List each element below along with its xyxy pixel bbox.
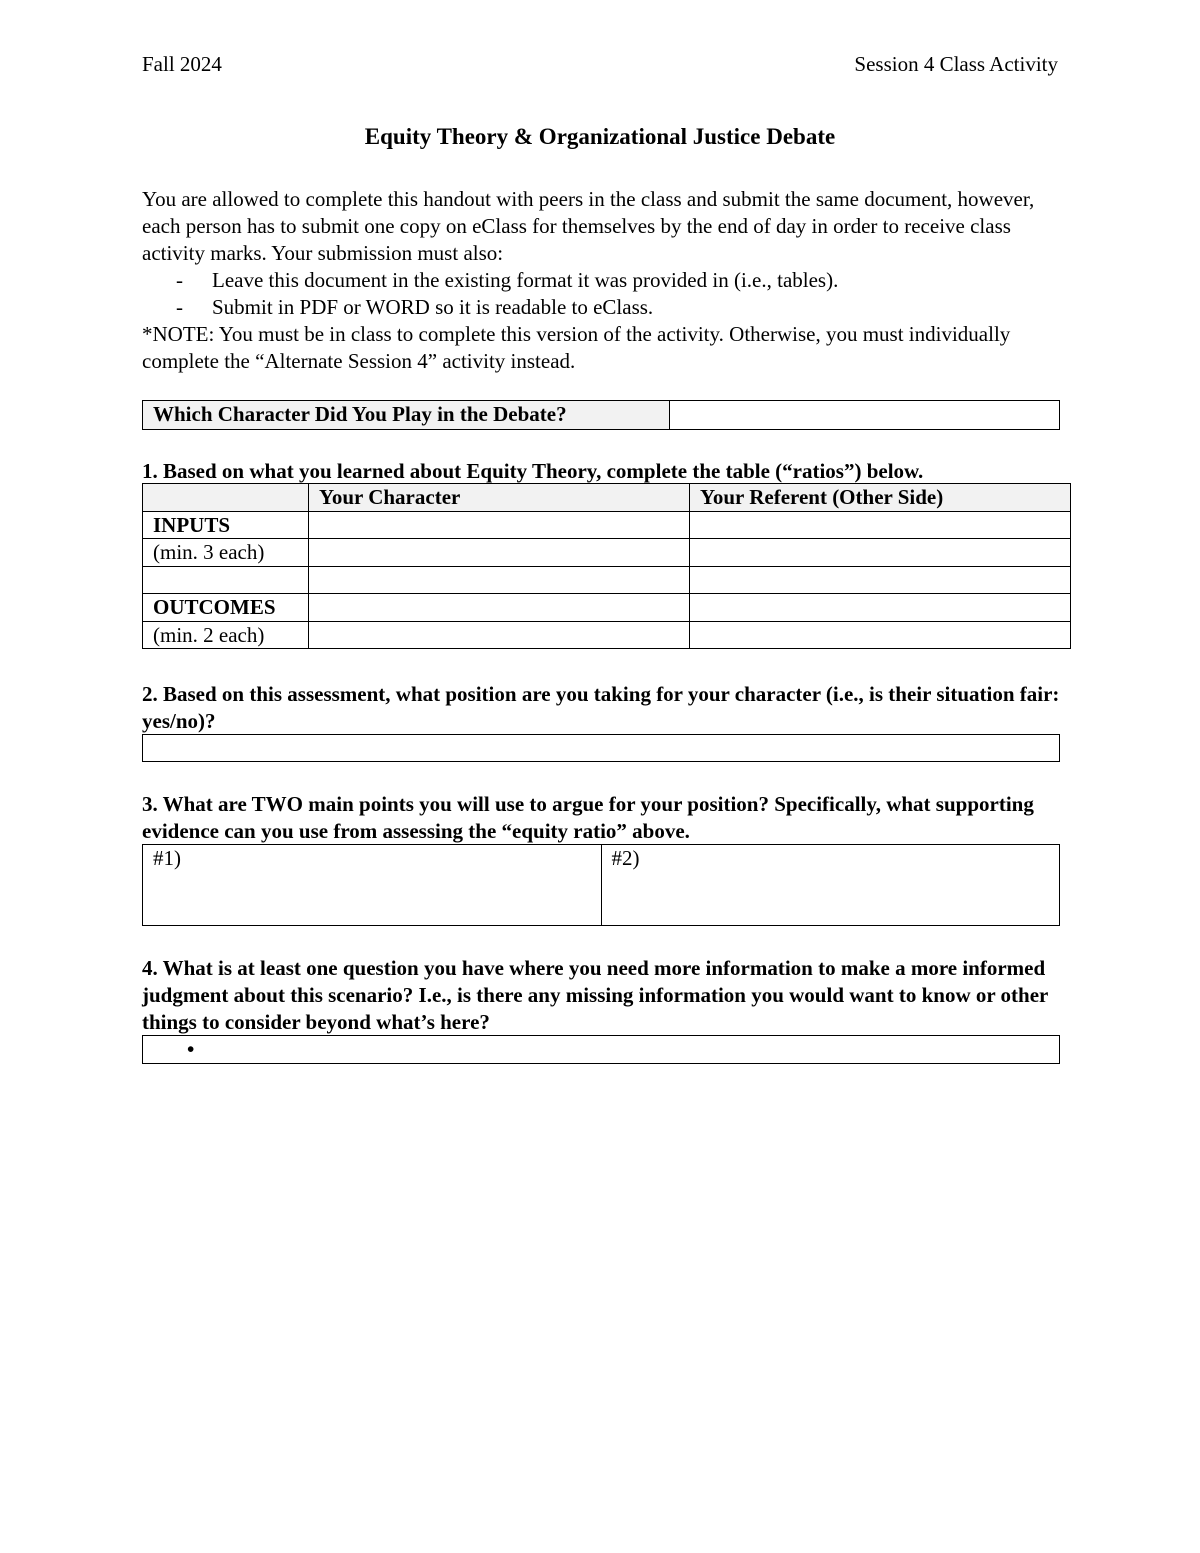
dash-icon: - <box>176 295 183 319</box>
outcomes-sublabel: (min. 2 each) <box>143 621 309 649</box>
input-referent-cell[interactable] <box>690 511 1071 539</box>
table-row <box>143 539 1071 567</box>
question-answer-field[interactable] <box>143 1036 1060 1064</box>
input-character-cell[interactable] <box>309 511 690 539</box>
character-label: Which Character Did You Play in the Debate? <box>143 401 670 430</box>
position-answer-field[interactable] <box>143 735 1060 762</box>
intro-section <box>142 186 1072 375</box>
inputs-label-spacer <box>143 566 309 594</box>
header-your-referent: Your Referent (Other Side) <box>690 484 1071 512</box>
intro-bullet-text: Submit in PDF or WORD so it is readable to eClass. <box>212 295 654 319</box>
intro-bullet-text: Leave this document in the existing format it was provided in (i.e., tables). <box>212 268 839 292</box>
outcomes-label: OUTCOMES <box>143 594 309 622</box>
table-row <box>143 511 1071 539</box>
table-row <box>143 621 1071 649</box>
input-character-cell[interactable] <box>309 566 690 594</box>
outcome-referent-cell[interactable] <box>690 594 1071 622</box>
intro-note: *NOTE: You must be in class to complete this version of the activity. Otherwise, you must individually complete the “Alternate Session 4” activity instead. <box>142 322 1011 373</box>
input-character-cell[interactable] <box>309 539 690 567</box>
main-points-table <box>142 844 1060 926</box>
outcome-character-cell[interactable] <box>309 594 690 622</box>
inputs-label: INPUTS <box>143 511 309 539</box>
point-2-label: #2) <box>611 846 640 870</box>
character-table <box>142 400 1060 430</box>
character-answer-field[interactable] <box>670 401 1060 430</box>
question-table <box>142 1035 1060 1064</box>
input-referent-cell[interactable] <box>690 566 1071 594</box>
header-blank-cell <box>143 484 309 512</box>
table-row <box>143 566 1071 594</box>
input-referent-cell[interactable] <box>690 539 1071 567</box>
outcome-referent-cell[interactable] <box>690 621 1071 649</box>
intro-bullet-item <box>142 294 1072 321</box>
page-title: Equity Theory & Organizational Justice Debate <box>364 124 836 149</box>
question-4: 4. What is at least one question you have where you need more information to make a more informed judgment about this scenario? I.e., is there any missing information you would want to know or other things to consider beyond what’s here? <box>142 956 1048 1034</box>
intro-bullet-item <box>142 267 1072 294</box>
position-table <box>142 734 1060 762</box>
dash-icon: - <box>176 268 183 292</box>
point-1-label: #1) <box>153 846 181 870</box>
header-term: Fall 2024 <box>142 52 222 76</box>
point-2-field[interactable] <box>601 845 1060 926</box>
inputs-sublabel: (min. 3 each) <box>143 539 309 567</box>
bullet-icon: • <box>187 1037 195 1061</box>
question-3: 3. What are TWO main points you will use to argue for your position? Specifically, what supporting evidence can you use from assessing the “equity ratio” above. <box>142 792 1034 843</box>
intro-paragraph: You are allowed to complete this handout with peers in the class and submit the same document, however, each person has to submit one copy on eClass for themselves by the end of day in order to receive class activity marks. Your submission must also: <box>142 187 1035 265</box>
equity-ratio-table <box>142 483 1071 649</box>
intro-bullet-list <box>142 267 1072 321</box>
header-session: Session 4 Class Activity <box>854 52 1058 76</box>
header-your-character: Your Character <box>309 484 690 512</box>
outcome-character-cell[interactable] <box>309 621 690 649</box>
point-1-field[interactable] <box>143 845 602 926</box>
question-2: 2. Based on this assessment, what position are you taking for your character (i.e., is their situation fair: yes/no)? <box>142 682 1060 733</box>
table-row <box>143 594 1071 622</box>
table-header-row <box>143 484 1071 512</box>
question-1: 1. Based on what you learned about Equity Theory, complete the table (“ratios”) below. <box>142 459 924 483</box>
